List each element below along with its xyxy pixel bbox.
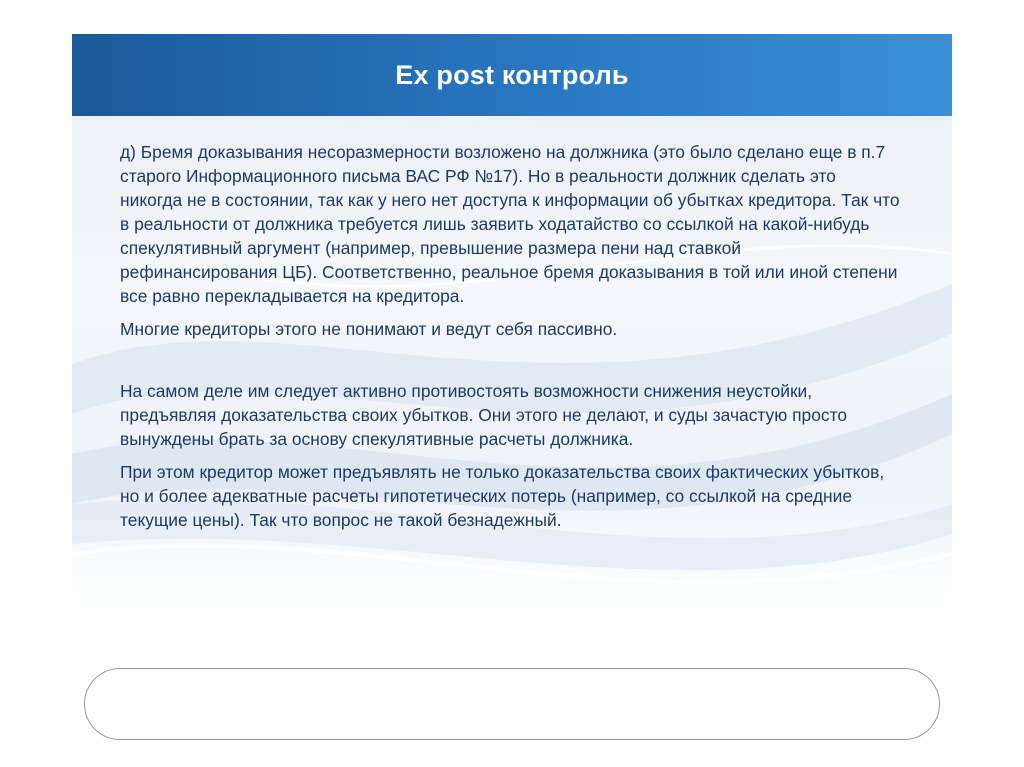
bottom-rounded-box bbox=[84, 668, 940, 740]
paragraph-active-opposition: На самом деле им следует активно противостоять возможности снижения неустойки, предъявляя доказательства своих убытков. Они этого не делают, и суды зачастую просто вынуждены брать за основу спекулятивные расчеты должника. bbox=[120, 381, 848, 449]
slide-body bbox=[120, 140, 900, 541]
paragraph-passive-creditors: Многие кредиторы этого не понимают и ведут себя пассивно. bbox=[120, 319, 618, 339]
paragraph-burden-of-proof: д) Бремя доказывания несоразмерности возложено на должника (это было сделано еще в п.7 старого Информационного письма ВАС РФ №17). Но в реальности должник сделать это никогда не в состоянии, так как у него нет доступа к информации об убытках кредитора. Так что в реальности от должника требуется лишь заявить ходатайство со ссылкой на какой-нибудь спекулятивный аргумент (например, превышение размера пени над ставкой рефинансирования ЦБ). Соответственно, реальное бремя доказывания в той или иной степени все равно перекладывается на кредитора. bbox=[120, 142, 900, 306]
slide-title: Ex post контроль bbox=[395, 60, 629, 90]
paragraph-hypothetical-losses: При этом кредитор может предъявлять не только доказательства своих фактических убытков, но и более адекватные расчеты гипотетических потерь (например, со ссылкой на средние текущие цены). Так что вопрос не такой безнадежный. bbox=[120, 462, 885, 530]
slide bbox=[72, 34, 952, 666]
